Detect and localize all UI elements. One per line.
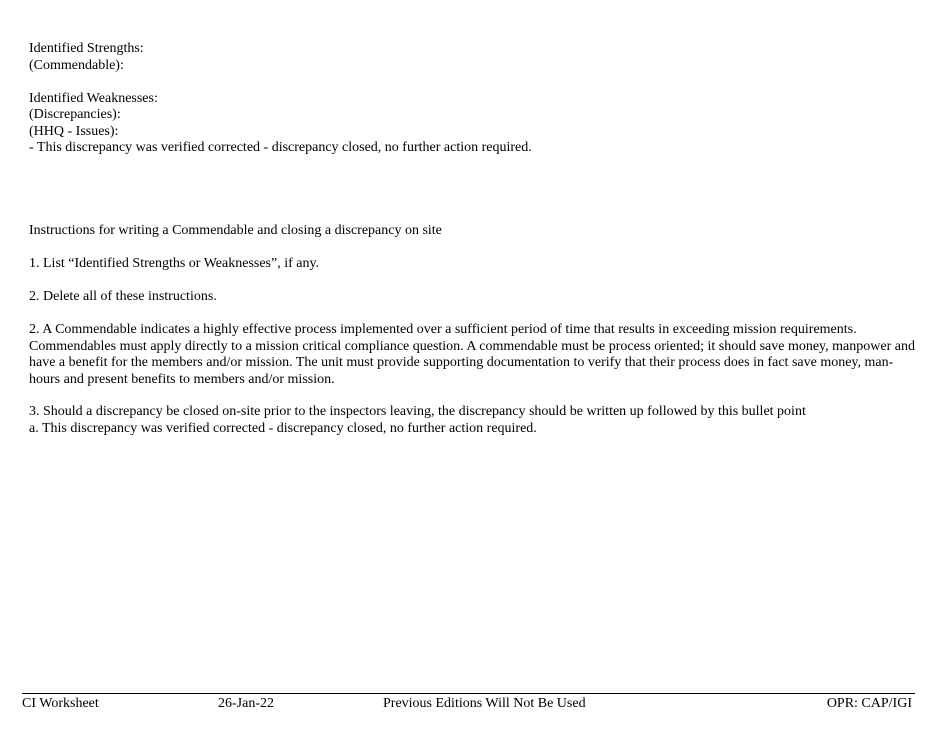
footer-date: 26-Jan-22 [218, 696, 274, 711]
footer-divider [22, 693, 915, 694]
instruction-item-1: 1. List “Identified Strengths or Weaknesses”, if any. [29, 256, 320, 271]
strengths-heading: Identified Strengths: [29, 41, 144, 56]
discrepancy-closed-bullet: - This discrepancy was verified corrected - discrepancy closed, no further action required. [29, 140, 532, 155]
instructions-title: Instructions for writing a Commendable and closing a discrepancy on site [29, 223, 442, 238]
instruction-item-3a: a. This discrepancy was verified corrected - discrepancy closed, no further action required. [29, 421, 537, 436]
instruction-item-commendable: 2. A Commendable indicates a highly effective process implemented over a sufficient period of time that results in exceeding mission requirements. Commendables must apply directly to a mission critical compliance question. A commendable must be process oriented; it should save money, manpower and have a benefit for the members and/or mission. The unit must provide supporting documentation to verify that their process does in fact save money, man-hours and present benefits to members and/or mission. [29, 322, 915, 387]
discrepancies-label: (Discrepancies): [29, 107, 121, 122]
hhq-issues-label: (HHQ - Issues): [29, 124, 119, 139]
instruction-item-3: 3. Should a discrepancy be closed on-site prior to the inspectors leaving, the discrepancy should be written up followed by this bullet point [29, 404, 806, 419]
commendable-label: (Commendable): [29, 58, 124, 73]
weaknesses-heading: Identified Weaknesses: [29, 91, 158, 106]
instruction-item-2: 2. Delete all of these instructions. [29, 289, 217, 304]
footer-form-name: CI Worksheet [22, 696, 99, 711]
footer-notice: Previous Editions Will Not Be Used [383, 696, 586, 711]
footer-opr: OPR: CAP/IGI [826, 696, 912, 711]
